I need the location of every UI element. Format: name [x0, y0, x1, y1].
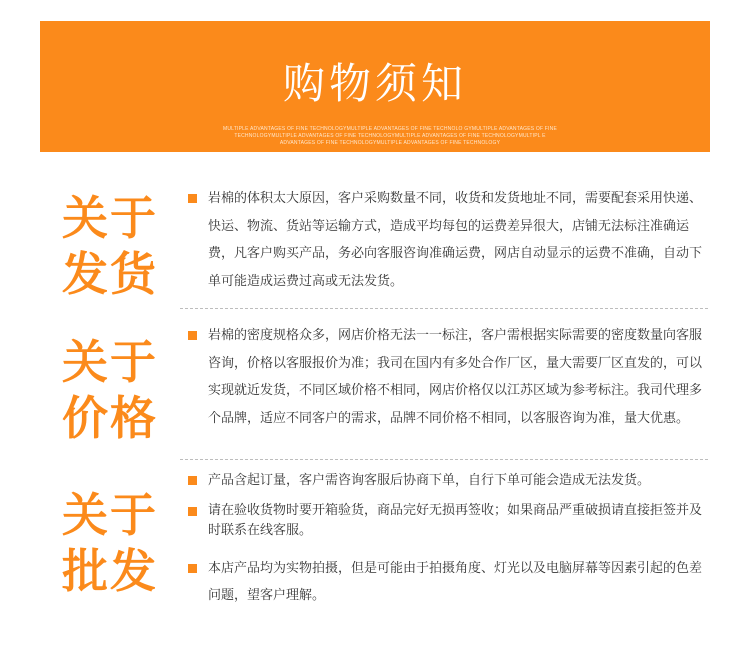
banner-title: 购物须知 [282, 59, 467, 108]
list-item [188, 185, 710, 295]
bullet-square-icon [188, 476, 197, 485]
section-items [188, 185, 710, 295]
item-text: 产品含起订量，客户需咨询客服后协商下单，自行下单可能会造成无法发货。 [208, 473, 651, 488]
heading-line-2: 发货 [62, 247, 158, 301]
item-text: 岩棉的密度规格众多，网店价格无法一一标注，客户需根据实际需要的密度数量向客服咨询，价格以客服报价为准；我司在国内有多处合作厂区，量大需要厂区直发的，可以实现就近发货，不同区域价格不相同，网店价格仅以江苏区域为参考标注。我司代理多个品牌，适应不同客户的需求，品牌不同价格不相同，以客服咨询为准，量大优惠。 [208, 328, 703, 426]
item-text: 岩棉的体积太大原因，客户采购数量不同，收货和发货地址不同，需要配套采用快递、快运、物流、货站等运输方式，造成平均每包的运费差异很大，店铺无法标注准确运费，凡客户购买产品，务必向客服咨询准确运费，网店自动显示的运费不准确，自动下单可能造成运费过高或无法发货。 [208, 191, 703, 289]
item-text: 请在验收货物时要开箱验货，商品完好无损再签收；如果商品严重破损请直接拒签并及时联系在线客服。 [208, 502, 703, 538]
item-text: 本店产品均为实物拍摄，但是可能由于拍摄角度、灯光以及电脑屏幕等因素引起的色差问题，望客户理解。 [208, 560, 703, 603]
bullet-square-icon [188, 564, 197, 573]
divider [180, 459, 708, 460]
heading-line-1: 关于 [62, 335, 158, 389]
banner [40, 21, 710, 152]
heading-line-1: 关于 [62, 191, 158, 245]
heading-line-1: 关于 [62, 488, 158, 542]
divider [180, 308, 708, 309]
list-item [188, 501, 710, 541]
section-items [188, 322, 710, 432]
list-item [188, 467, 710, 495]
section-heading [62, 190, 172, 302]
banner-subtitle: MULTIPLE ADVANTAGES OF FINE TECHNOLOGYMULTIPLE ADVANTAGES OF FINE TECHNOLO GYMULTIPLE ADVANTAGES OF FINE TECHNOLOGYMULTIPLE ADVANTAGES OF FINE TECHNOLOGYMULTIPLE ADVANTAGES OF FINE TECHNOLOGYMULTIPL E ADVANTAGES OF FINE TECHNOLOGYMULTIPLE ADVANTAGES OF FINE TECHNOLOGY [222, 126, 557, 146]
section-heading [62, 334, 172, 446]
bullet-square-icon [188, 507, 197, 516]
heading-line-2: 批发 [62, 544, 158, 598]
list-item [188, 555, 710, 609]
section-heading [62, 487, 172, 599]
section-items [188, 467, 710, 609]
list-item [188, 322, 710, 432]
heading-line-2: 价格 [62, 391, 158, 445]
bullet-square-icon [188, 194, 197, 203]
bullet-square-icon [188, 331, 197, 340]
